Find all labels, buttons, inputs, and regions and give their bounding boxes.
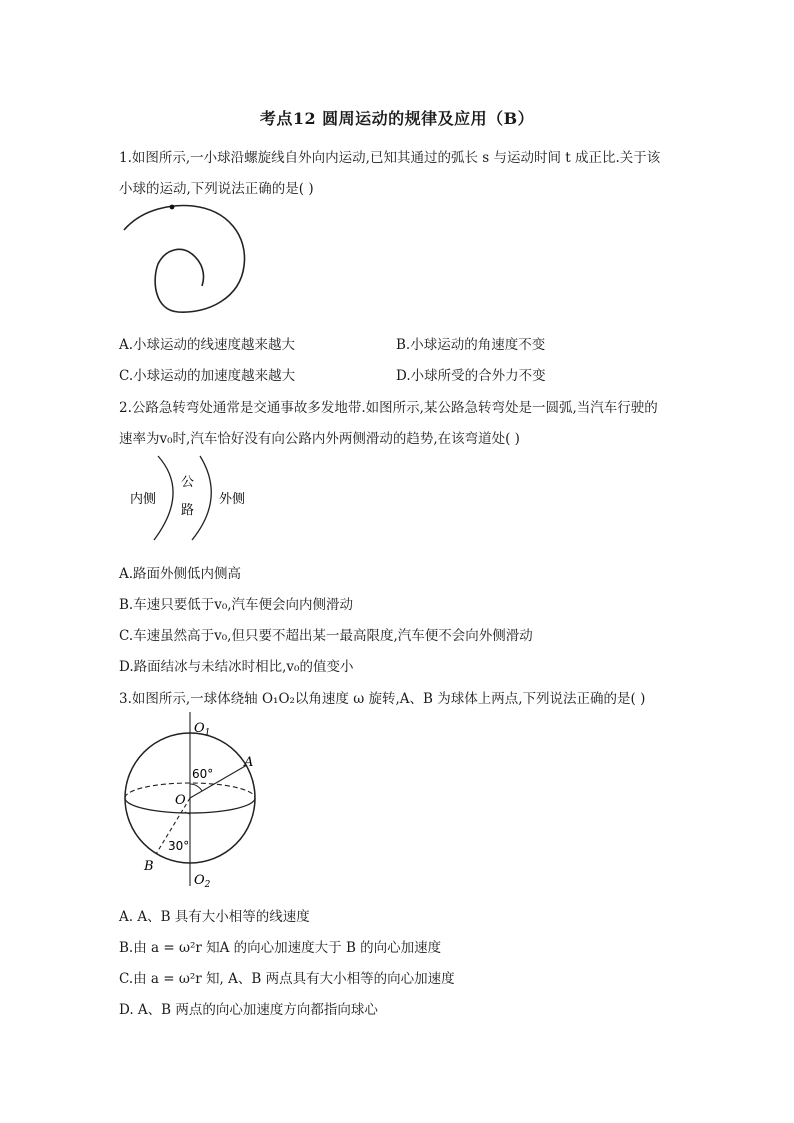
q1-spiral-figure	[118, 198, 258, 320]
q2-road-figure	[118, 452, 258, 544]
q1-option-c[interactable]: C.小球运动的加速度越来越大	[119, 368, 296, 384]
page-title: 考点12 圆周运动的规律及应用（B）	[259, 109, 535, 128]
label-point-b: B	[144, 859, 154, 874]
q2-stem-line1: 2.公路急转弯处通常是交通事故多发地带.如图所示,某公路急转弯处是一圆弧,当汽车行驶的	[119, 400, 658, 416]
label-angle-60: 60°	[192, 767, 214, 781]
inner-side-label: 内侧	[130, 492, 157, 507]
road-inner-edge	[154, 456, 173, 540]
q1-stem-line1: 1.如图所示,一小球沿螺旋线自外向内运动,已知其通过的弧长 s 与运动时间 t 成正比.关于该	[119, 150, 661, 166]
angle-arc-60	[190, 784, 202, 791]
q3-option-c[interactable]: C.由 a = ω²r 知, A、B 两点具有大小相等的向心加速度	[119, 971, 455, 987]
q3-option-a[interactable]: A. A、B 具有大小相等的线速度	[119, 909, 310, 925]
q2-option-a[interactable]: A.路面外侧低内侧高	[119, 566, 242, 582]
label-angle-30: 30°	[168, 839, 190, 853]
spiral-curve	[124, 206, 245, 313]
q2-option-c[interactable]: C.车速虽然高于v₀,但只要不超出某一最高限度,汽车便不会向外侧滑动	[119, 628, 533, 644]
q1-stem-line2: 小球的运动,下列说法正确的是( )	[119, 181, 314, 197]
label-o1: $O_1$	[194, 721, 211, 738]
q1-option-d[interactable]: D.小球所受的合外力不变	[396, 368, 546, 384]
road-label-1: 公	[181, 475, 195, 490]
q2-option-b[interactable]: B.车速只要低于v₀,汽车便会向内侧滑动	[119, 597, 354, 613]
road-label-2: 路	[181, 503, 195, 518]
label-center-o: O	[175, 793, 186, 808]
q3-option-b[interactable]: B.由 a = ω²r 知A 的向心加速度大于 B 的向心加速度	[119, 940, 442, 956]
q2-option-d[interactable]: D.路面结冰与未结冰时相比,v₀的值变小	[119, 659, 354, 675]
q3-stem-line1: 3.如图所示,一球体绕轴 O₁O₂以角速度 ω 旋转,A、B 为球体上两点,下列说法正确的是( )	[119, 691, 646, 707]
q3-option-d[interactable]: D. A、B 两点的向心加速度方向都指向球心	[119, 1002, 378, 1018]
label-o2: $O_2$	[194, 873, 211, 890]
q1-option-b[interactable]: B.小球运动的角速度不变	[396, 337, 546, 353]
ball-point	[170, 205, 175, 210]
outer-side-label: 外侧	[219, 492, 246, 507]
label-point-a: A	[244, 755, 254, 770]
q3-sphere-figure	[118, 708, 268, 892]
q2-stem-line2: 速率为v₀时,汽车恰好没有向公路内外两侧滑动的趋势,在该弯道处( )	[119, 431, 520, 447]
q1-option-a[interactable]: A.小球运动的线速度越来越大	[119, 337, 296, 353]
road-outer-edge	[192, 456, 211, 540]
